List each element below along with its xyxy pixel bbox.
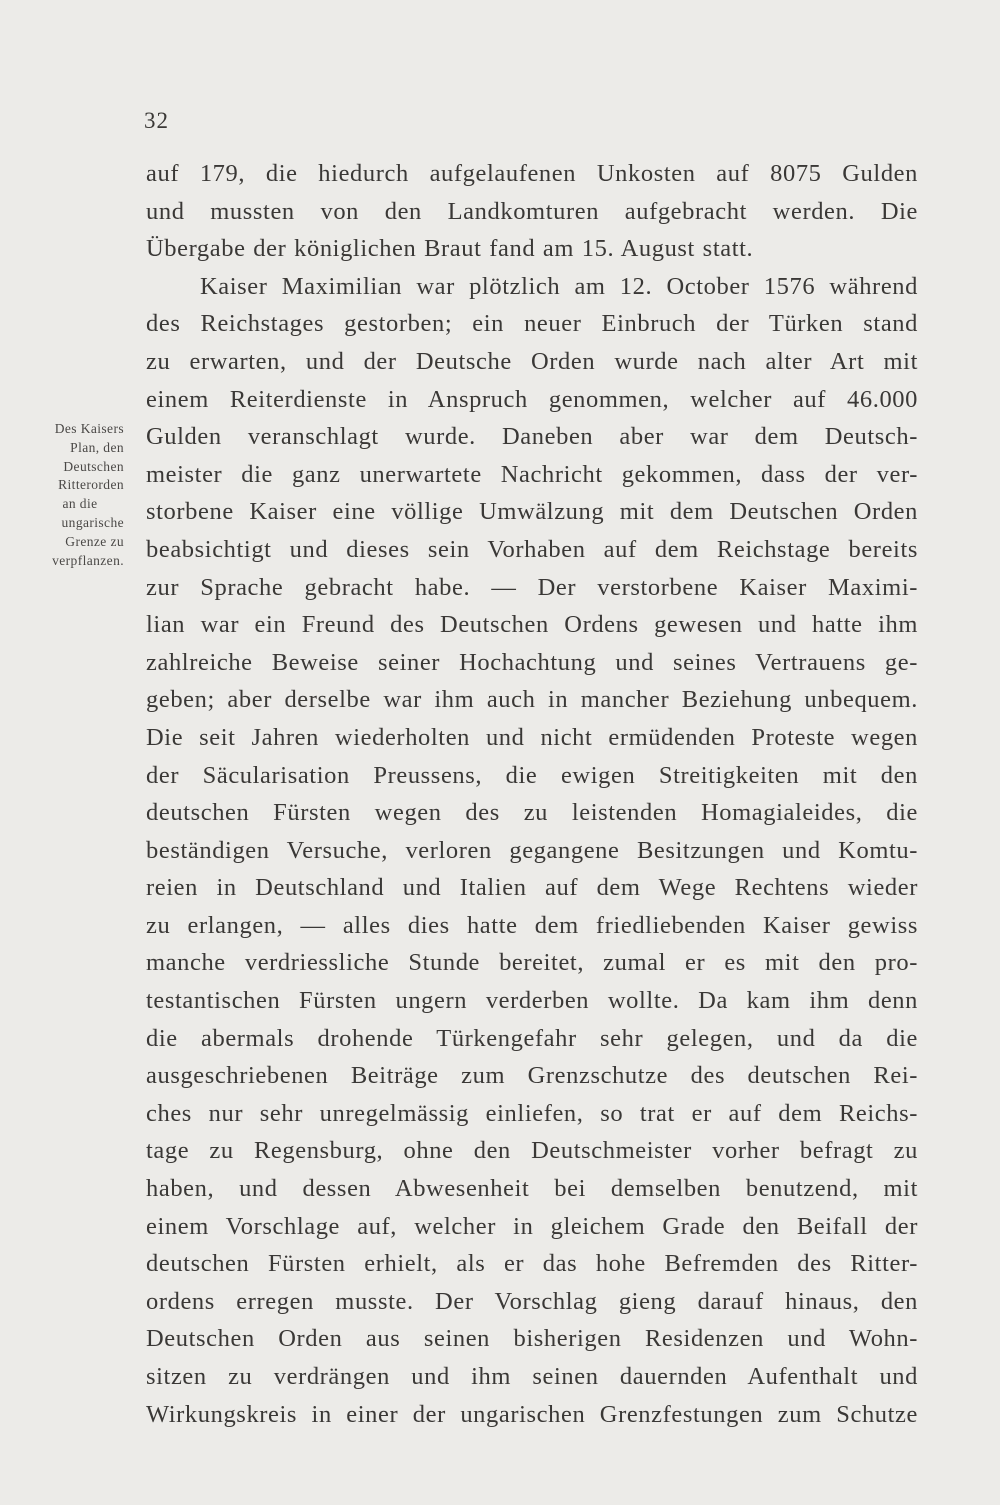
margin-note-line: ungarische — [61, 514, 124, 530]
text-line: beabsichtigt und dieses sein Vorhaben auf dem Reichstage bereits — [146, 535, 918, 563]
text-line: manche verdriessliche Stunde bereitet, zumal er es mit den pro- — [146, 949, 918, 977]
text-line: zur Sprache gebracht habe. — Der verstorbene Kaiser Maximi- — [146, 573, 918, 601]
text-line: zu erwarten, und der Deutsche Orden wurde nach alter Art mit — [146, 347, 918, 375]
text-line: Kaiser Maximilian war plötzlich am 12. October 1576 während — [200, 272, 918, 300]
text-line: ordens erregen musste. Der Vorschlag gieng darauf hinaus, den — [146, 1287, 918, 1315]
text-line: tage zu Regensburg, ohne den Deutschmeister vorher befragt zu — [146, 1137, 918, 1165]
margin-note — [22, 420, 124, 570]
margin-note-line: verpflanzen. — [52, 552, 124, 568]
text-line: einem Reiterdienste in Anspruch genommen, welcher auf 46.000 — [146, 385, 918, 413]
text-line: testantischen Fürsten ungern verderben wollte. Da kam ihm denn — [146, 987, 918, 1015]
text-line: lian war ein Freund des Deutschen Ordens gewesen und hatte ihm — [146, 611, 918, 639]
text-line: der Säcularisation Preussens, die ewigen Streitigkeiten mit den — [146, 761, 918, 789]
body-text — [146, 155, 918, 1433]
text-line: auf 179, die hiedurch aufgelaufenen Unkosten auf 8075 Gulden — [146, 160, 918, 187]
text-line: deutschen Fürsten wegen des zu leistenden Homagialeides, die — [146, 799, 918, 827]
margin-note-line: Des Kaisers — [54, 421, 124, 436]
text-line: reien in Deutschland und Italien auf dem Wege Rechtens wieder — [146, 874, 918, 902]
margin-note-line: an die — [62, 496, 98, 512]
page-number: 32 — [144, 108, 169, 133]
text-line: und mussten von den Landkomturen aufgebracht werden. Die — [146, 197, 918, 225]
text-line: ausgeschriebenen Beiträge zum Grenzschutze des deutschen Rei- — [146, 1062, 918, 1090]
margin-note-line: Deutschen — [63, 458, 124, 474]
text-line: einem Vorschlage auf, welcher in gleichem Grade den Beifall der — [146, 1212, 918, 1240]
text-line: Gulden veranschlagt wurde. Daneben aber war dem Deutsch- — [146, 423, 918, 451]
text-line: Übergabe der königlichen Braut fand am 15. August statt. — [146, 235, 754, 263]
text-line: zahlreiche Beweise seiner Hochachtung und seines Vertrauens ge- — [146, 648, 918, 676]
text-line: Deutschen Orden aus seinen bisherigen Residenzen und Wohn- — [146, 1325, 918, 1353]
text-line: des Reichstages gestorben; ein neuer Einbruch der Türken stand — [146, 310, 918, 338]
text-line: Wirkungskreis in einer der ungarischen Grenzfestungen zum Schutze — [146, 1400, 918, 1428]
margin-note-line: Plan, den — [70, 439, 124, 455]
margin-note-line: Grenze zu — [65, 533, 124, 549]
text-line: die abermals drohende Türkengefahr sehr gelegen, und da die — [146, 1024, 918, 1052]
text-line: meister die ganz unerwartete Nachricht gekommen, dass der ver- — [146, 460, 918, 488]
text-line: haben, und dessen Abwesenheit bei demselben benutzend, mit — [146, 1175, 918, 1203]
text-line: ches nur sehr unregelmässig einliefen, so trat er auf dem Reichs- — [146, 1099, 918, 1127]
margin-note-line: Ritterorden — [58, 477, 124, 493]
text-line: Die seit Jahren wiederholten und nicht ermüdenden Proteste wegen — [146, 723, 918, 751]
text-line: beständigen Versuche, verloren gegangene Besitzungen und Komtu- — [146, 836, 918, 864]
text-line: storbene Kaiser eine völlige Umwälzung mit dem Deutschen Orden — [146, 498, 918, 526]
text-line: deutschen Fürsten erhielt, als er das hohe Befremden des Ritter- — [146, 1250, 918, 1278]
text-line: geben; aber derselbe war ihm auch in mancher Beziehung unbequem. — [146, 686, 918, 714]
text-line: zu erlangen, — alles dies hatte dem friedliebenden Kaiser gewiss — [146, 911, 918, 939]
text-line: sitzen zu verdrängen und ihm seinen dauernden Aufenthalt und — [146, 1363, 918, 1390]
